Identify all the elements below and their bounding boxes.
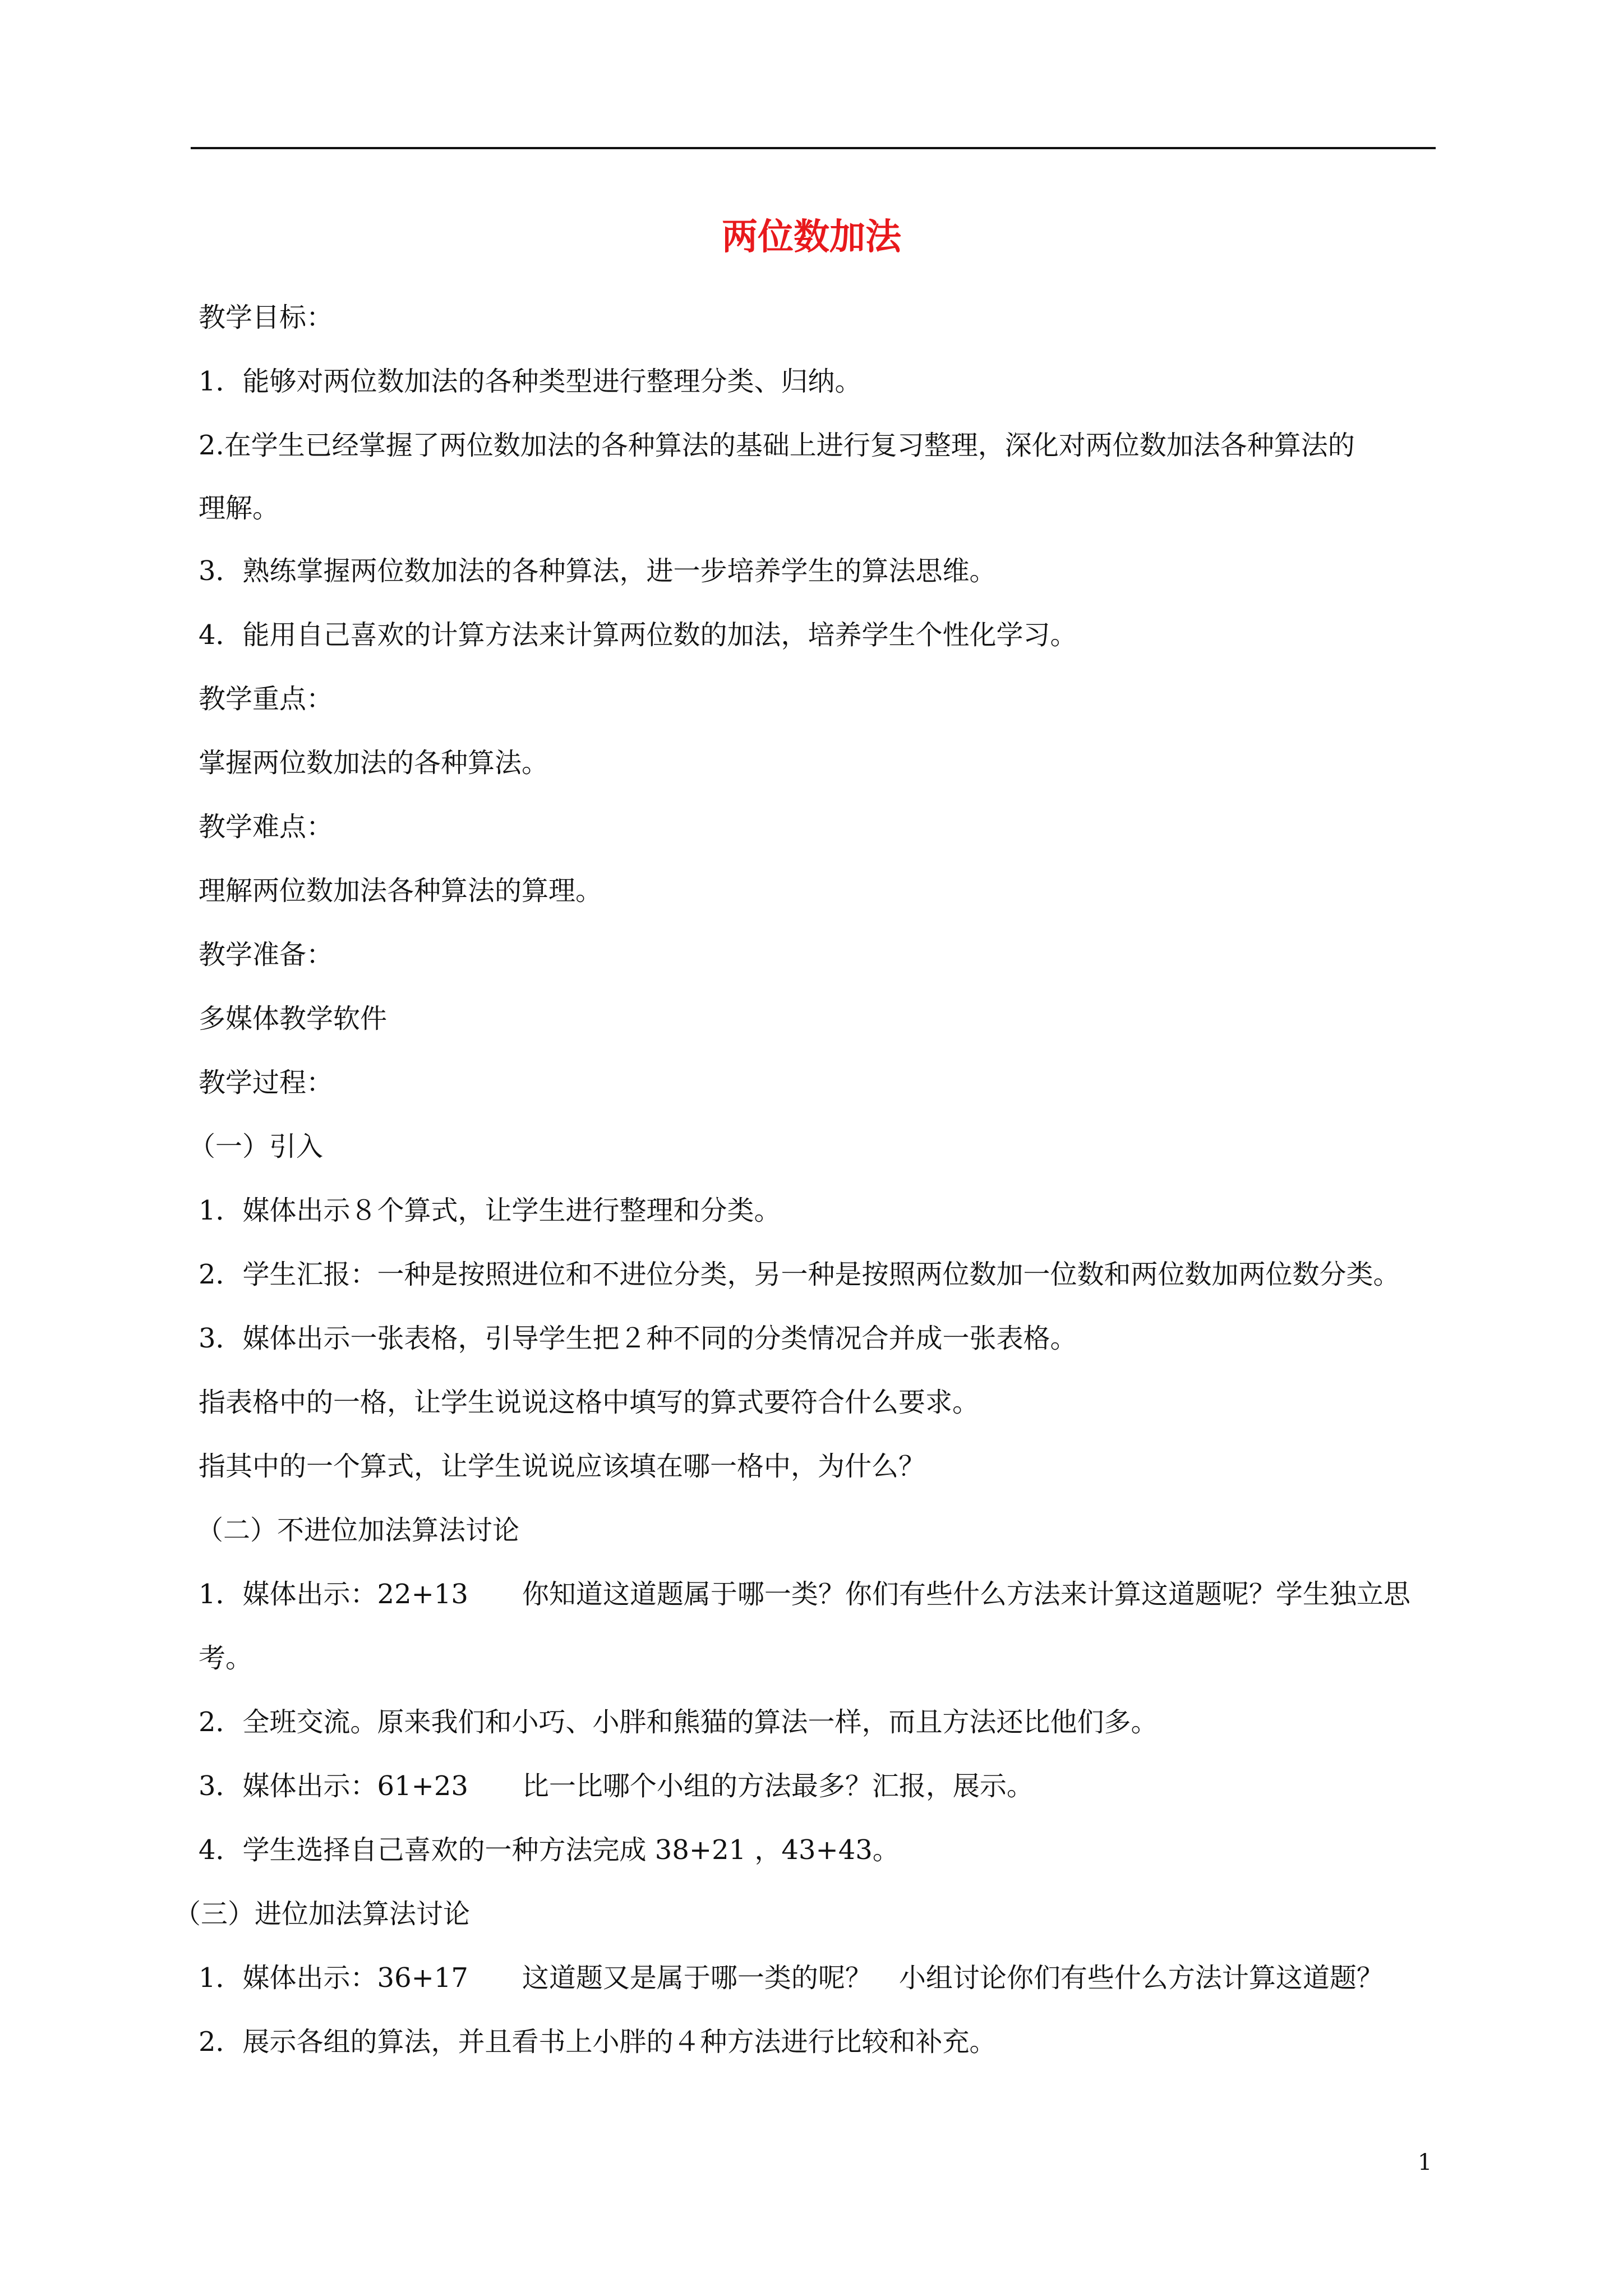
text-line: 教学难点： xyxy=(199,811,334,843)
text-line: 掌握两位数加法的各种算法。 xyxy=(199,747,549,779)
text-line: 多媒体教学软件 xyxy=(199,1003,388,1034)
text-line: 教学重点： xyxy=(199,683,334,715)
text-line: 1．媒体出示：22+13 你知道这道题属于哪一类？你们有些什么方法来计算这道题呢？学生独立思 xyxy=(199,1579,1410,1610)
text-line: 2．展示各组的算法，并且看书上小胖的４种方法进行比较和补充。 xyxy=(199,2026,997,2058)
text-line: 理解。 xyxy=(199,493,280,524)
text-line: 1．媒体出示：36+17 这道题又是属于哪一类的呢？ 小组讨论你们有些什么方法计算这道题？ xyxy=(199,1962,1384,1994)
text-line: 理解两位数加法各种算法的算理。 xyxy=(199,875,603,907)
text-line: 教学过程： xyxy=(199,1067,334,1098)
section-heading: （三）进位加法算法讨论 xyxy=(174,1898,471,1930)
text-line: 2．全班交流。原来我们和小巧、小胖和熊猫的算法一样，而且方法还比他们多。 xyxy=(199,1706,1158,1738)
text-line: 3．媒体出示一张表格，引导学生把２种不同的分类情况合并成一张表格。 xyxy=(199,1323,1077,1354)
text-line: 指其中的一个算式，让学生说说应该填在哪一格中，为什么？ xyxy=(199,1451,926,1482)
text-line: 指表格中的一格，让学生说说这格中填写的算式要符合什么要求。 xyxy=(199,1387,980,1418)
text-line: 4．能用自己喜欢的计算方法来计算两位数的加法，培养学生个性化学习。 xyxy=(199,619,1077,651)
text-line: 2．学生汇报：一种是按照进位和不进位分类，另一种是按照两位数加一位数和两位数加两位数分类。 xyxy=(199,1259,1400,1290)
text-line: 3．熟练掌握两位数加法的各种算法，进一步培养学生的算法思维。 xyxy=(199,555,997,587)
header-rule xyxy=(191,147,1436,149)
text-line: 3．媒体出示：61+23 比一比哪个小组的方法最多？汇报，展示。 xyxy=(199,1770,1034,1802)
text-line: 1．能够对两位数加法的各种类型进行整理分类、归纳。 xyxy=(199,366,862,397)
section-heading: （二）不进位加法算法讨论 xyxy=(196,1515,520,1546)
text-line: 2.在学生已经掌握了两位数加法的各种算法的基础上进行复习整理，深化对两位数加法各种算法的 xyxy=(199,430,1355,461)
text-line: 教学准备： xyxy=(199,939,334,970)
text-line: 教学目标： xyxy=(199,302,334,333)
text-line: 考。 xyxy=(199,1642,253,1674)
page-number: 1 xyxy=(1418,2150,1432,2175)
text-line: 1．媒体出示８个算式，让学生进行整理和分类。 xyxy=(199,1195,781,1226)
section-heading: （一）引入 xyxy=(188,1131,324,1162)
page-title: 两位数加法 xyxy=(722,216,901,258)
text-line: 4．学生选择自己喜欢的一种方法完成 38+21 ，43+43。 xyxy=(199,1834,900,1866)
